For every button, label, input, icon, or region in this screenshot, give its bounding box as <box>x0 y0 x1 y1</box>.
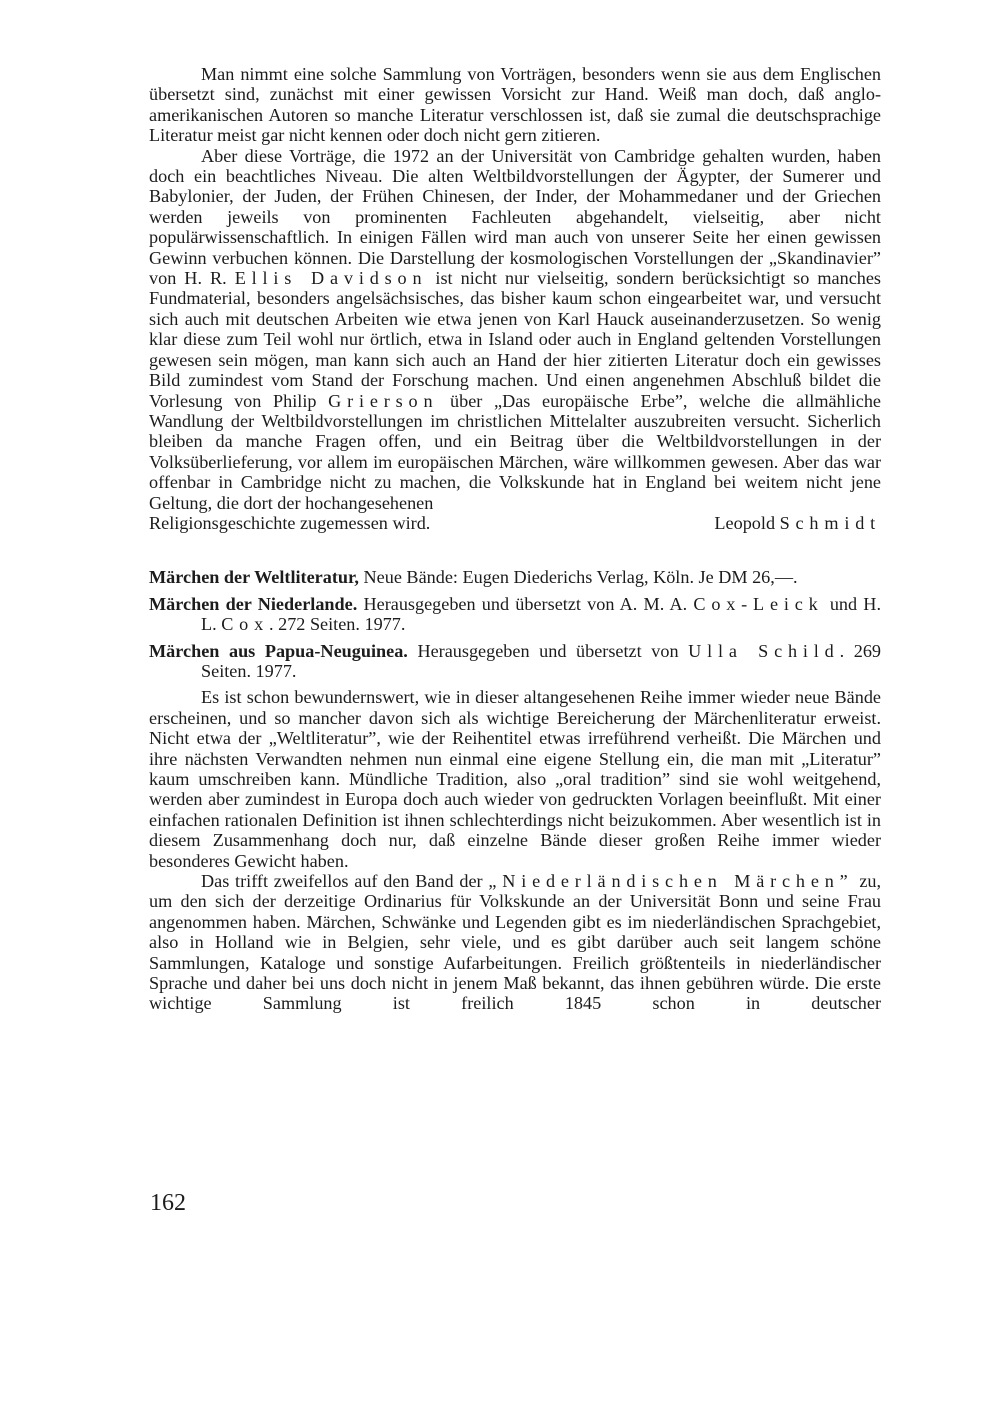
review1-signoff <box>149 513 881 533</box>
review2-paragraph-2: Das trifft zweifellos auf den Band der „Niederländischen Märchen” zu, um den sich der derzeitige Ordinarius für Volkskunde an der Universität Bonn und seine Frau angenommen haben. Märchen, Schwänke und Legenden gibt es im niederländischen Sprachgebiet, also in Holland wie in Belgien, sehr viele, und es gibt darüber auch seit langem schöne Sammlungen, Kataloge und sonstige Aufarbeitungen. Freilich größtenteils in niederländischer Sprache und daher bei uns doch nicht in jenem Maß bekannt, das ihnen gebühren würde. Die erste wichtige Sammlung ist freilich 1845 schon in deutscher <box>149 871 882 1014</box>
book-entry-series: Märchen der Weltliteratur, Neue Bände: Eugen Diederichs Verlag, Köln. Je DM 26,—. <box>149 567 798 588</box>
book-title: Märchen der Niederlande. <box>149 593 358 614</box>
review1-paragraph-2: Aber diese Vorträge, die 1972 an der Universität von Cambridge gehalten wurden, haben doch ein beachtliches Niveau. Die alten Weltbildvorstellungen der Ägypter, der Sumerer und Babylonier, der Juden, der Frühen Chinesen, der Inder, der Mohammedaner und der Griechen werden jeweils von prominenten Fachleuten abgehandelt, vielseitig, aber nicht populärwissenschaftlich. In einigen Fällen wird man auch von unserer Seite her einen gewissen Gewinn verbuchen können. Die Darstellung der kosmologischen Vorstellungen der „Skandinavier” von H. R. Ellis Davidson ist nicht nur vielseitig, sondern berücksichtigt so manches Fundmaterial, besonders angelsächsisches, das bisher kaum schon eingearbeitet war, und versucht sich auch mit deutschen Arbeiten wie etwa jenen von Karl Hauck auseinanderzusetzen. So wenig klar diese zum Teil wohl nur örtlich, etwa in Island oder auch in England geltenden Vorstellungen gewesen sein mögen, man kann sich auch an Hand der hier zitierten Literatur doch ein gewisses Bild zumindest vom Stand der Forschung machen. Und einen angenehmen Abschluß bildet die Vorlesung von Philip Grierson über „Das europäische Erbe”, welche die allmähliche Wandlung der Weltbildvorstellungen im christlichen Mittelalter auszubreiten versucht. Sicherlich bleiben da manche Fragen offen, und ein Beitrag über die Weltbildvorstellungen in der Volksüberlieferung, vor allem im europäischen Märchen, wäre willkommen gewesen. Aber das war offenbar in Cambridge nicht zu machen, die Volkskunde hat in England bei weitem nicht jene Geltung, die dort der hochangesehenen <box>149 145 882 513</box>
spaced-book-title: „Niederländischen Märchen” <box>488 871 854 892</box>
review2-paragraph-1: Es ist schon bewundernswert, wie in dieser altangesehenen Reihe immer wieder neue Bände erscheinen, und so mancher davon sich als wichtige Bereicherung der Märchenliteratur erweist. Nicht etwa der „Weltliteratur”, wie der Reihentitel etwas irreführend verheißt. Die Märchen und ihre nächsten Verwandten nehmen nun einmal eine eigene Stellung ein, die man mit „Literatur” kaum umschreiben kann. Mündliche Tradition, also „oral tradition” sind sie wohl weitgehend, werden aber zumindest in Europa doch auch wieder von gedruckten Vorlagen beeinflußt. Mit einer einfachen rationalen Definition ist ihnen schlechterdings nicht beizukommen. Aber wesentlich ist in diesem Zusammenhang doch nur, daß einzelne Bände dieser großen Reihe immer wieder besonderes Gewicht haben. <box>149 687 881 871</box>
page-number: 162 <box>150 1190 186 1216</box>
reviewer-signature: Leopold Schmidt <box>714 512 881 533</box>
author-davidson: Ellis Davidson <box>234 268 428 289</box>
review1-paragraph-1: Man nimmt eine solche Sammlung von Vorträgen, besonders wenn sie aus dem Englischen übersetzt sind, zunächst mit einer gewissen Vorsicht zur Hand. Weiß man doch, daß anglo-amerikanischen Autoren so manche Literatur verschlossen ist, daß sie zumal die deutschsprachige Literatur meist gar nicht kennen oder doch nicht gern zitieren. <box>149 64 881 146</box>
review1-last-line: Religionsgeschichte zugemessen wird. <box>149 512 431 533</box>
book-entry-papua: Märchen aus Papua-Neuguinea. Herausgegeben und übersetzt von Ulla Schild. 269 Seiten. 1977. <box>149 640 882 681</box>
page-content <box>149 64 881 1014</box>
book-entry-niederlande: Märchen der Niederlande. Herausgegeben und übersetzt von A. M. A. Cox-Leick und H. L. Cox. 272 Seiten. 1977. <box>149 593 881 635</box>
author-grierson: Grierson <box>328 390 439 411</box>
book-title: Märchen der Weltliteratur, <box>149 567 359 588</box>
book-title: Märchen aus Papua-Neuguinea. <box>149 640 408 661</box>
